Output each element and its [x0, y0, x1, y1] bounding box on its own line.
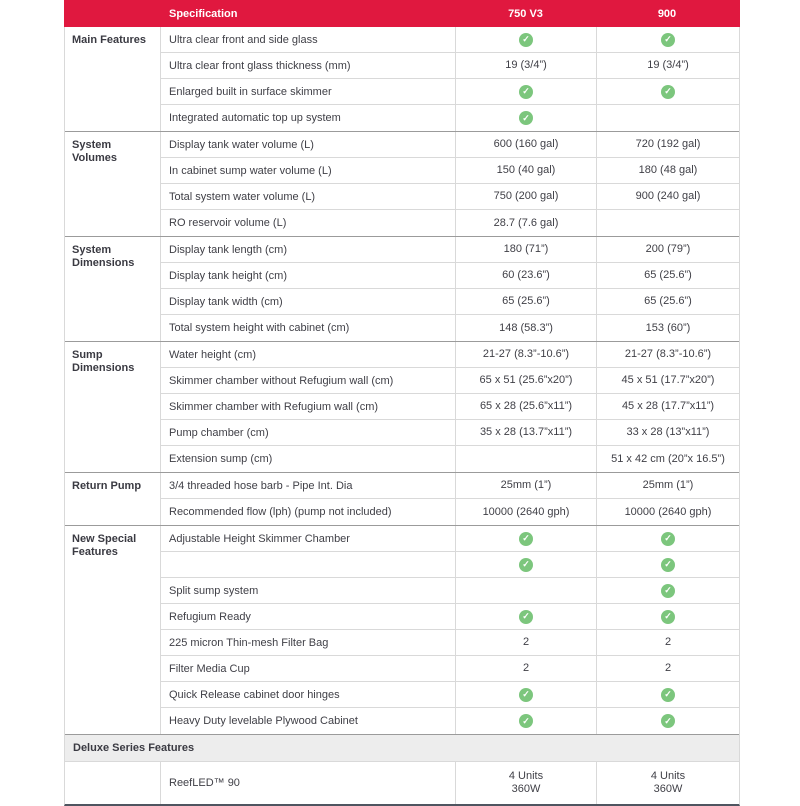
table-row: [161, 604, 739, 630]
spec-name-cell: RO reservoir volume (L): [161, 210, 456, 236]
value-line: 360W: [653, 783, 683, 795]
table-row: [161, 420, 739, 446]
check-icon: ✓: [519, 688, 533, 702]
check-icon: ✓: [661, 558, 675, 572]
table-row: [161, 53, 739, 79]
table-row: [161, 342, 739, 368]
value-cell-750v3: 10000 (2640 gph): [456, 499, 597, 525]
check-icon: ✓: [661, 532, 675, 546]
value-cell-900: [597, 526, 739, 551]
value-cell-750v3: [456, 526, 597, 551]
value-cell-900: 153 (60”): [645, 321, 691, 334]
value-cell-900: 720 (192 gal): [635, 138, 701, 150]
spec-name-cell: Recommended flow (lph) (pump not included): [161, 499, 456, 525]
value-cell-900: 2: [664, 662, 672, 674]
table-row: [161, 210, 739, 236]
value-line: 4 Units: [508, 770, 544, 782]
section-rows: [161, 27, 739, 131]
spec-name-cell: Quick Release cabinet door hinges: [161, 682, 456, 707]
check-icon: ✓: [519, 714, 533, 728]
value-cell-750v3: [456, 578, 597, 603]
section-category-label: [65, 762, 161, 804]
value-cell-750v3: [456, 762, 597, 804]
value-cell-900: 65 (25.6”): [644, 295, 692, 307]
value-cell-900: 180 (48 gal): [638, 164, 698, 176]
deluxe-band-label: Deluxe Series Features: [73, 742, 195, 754]
value-cell-750v3: 148 (58.3”): [456, 315, 597, 341]
value-line: 4 Units: [650, 770, 686, 782]
spec-name-cell: Total system water volume (L): [161, 184, 456, 209]
value-cell-900: [597, 552, 739, 577]
table-row: [161, 682, 739, 708]
table-row: [161, 184, 739, 210]
spec-name-cell: ReefLED™ 90: [161, 762, 456, 804]
value-cell-750v3: 2: [456, 656, 597, 681]
spec-name-cell: Water height (cm): [161, 342, 456, 367]
value-cell-900: [597, 682, 739, 707]
table-row: [161, 499, 739, 525]
spec-name-cell: In cabinet sump water volume (L): [161, 158, 456, 183]
spec-name-cell: Display tank water volume (L): [161, 132, 456, 157]
value-cell-750v3: 750 (200 gal): [456, 184, 597, 209]
value-cell-750v3: 60 (23.6”): [456, 263, 597, 288]
sections-container: [65, 27, 739, 734]
check-icon: ✓: [519, 111, 533, 125]
section-category-label: System Volumes: [65, 132, 161, 236]
spec-section: [65, 525, 739, 734]
value-cell-900: 19 (3/4”): [647, 59, 689, 71]
table-row: [161, 289, 739, 315]
table-row: [161, 526, 739, 552]
value-cell-900: 2: [664, 636, 672, 648]
spec-section: [65, 472, 739, 525]
table-row: [161, 27, 739, 53]
spec-name-cell: Adjustable Height Skimmer Chamber: [161, 526, 456, 551]
header-col-750v3: 750 V3: [508, 7, 543, 20]
value-cell-750v3: 65 (25.6”): [456, 289, 597, 314]
value-cell-750v3: 600 (160 gal): [456, 132, 597, 157]
value-cell-900: 900 (240 gal): [635, 190, 701, 202]
table-row: [161, 263, 739, 289]
table-row: [161, 708, 739, 734]
value-cell-900: [597, 578, 739, 603]
spec-name-cell: Display tank height (cm): [161, 263, 456, 288]
spec-name-cell: Refugium Ready: [161, 604, 456, 629]
spec-section: [65, 131, 739, 236]
spec-name-cell: Ultra clear front glass thickness (mm): [161, 53, 456, 78]
section-category-label: Return Pump: [65, 473, 161, 525]
deluxe-band: [65, 734, 739, 762]
spec-name-cell: Skimmer chamber with Refugium wall (cm): [161, 394, 456, 419]
spec-name-cell: Pump chamber (cm): [161, 420, 456, 445]
value-cell-900: 33 x 28 (13”x11”): [626, 426, 710, 438]
section-category-label: System Dimensions: [65, 237, 161, 341]
section-rows: [161, 132, 739, 236]
value-cell-900: 65 (25.6”): [644, 269, 692, 281]
value-cell-750v3: [456, 27, 597, 52]
spec-name-cell: Display tank length (cm): [161, 237, 456, 262]
spec-section: [65, 236, 739, 341]
value-cell-750v3: [456, 708, 597, 734]
value-cell-750v3: [456, 604, 597, 629]
value-cell-750v3: 35 x 28 (13.7”x11”): [456, 420, 597, 445]
section-category-label: New Special Features: [65, 526, 161, 734]
value-cell-750v3: 25mm (1”): [456, 473, 597, 498]
value-cell-750v3: 65 x 51 (25.6”x20”): [456, 368, 597, 393]
section-rows: [161, 237, 739, 341]
spec-name-cell: Skimmer chamber without Refugium wall (cm): [161, 368, 456, 393]
value-cell-900: [597, 105, 739, 131]
header-col-900: 900: [657, 7, 677, 20]
table-row: [161, 132, 739, 158]
spec-name-cell: Integrated automatic top up system: [161, 105, 456, 131]
value-cell-900: [597, 27, 739, 52]
check-icon: ✓: [661, 33, 675, 47]
spec-name-cell: 225 micron Thin-mesh Filter Bag: [161, 630, 456, 655]
check-icon: ✓: [661, 85, 675, 99]
spec-name-cell: [161, 552, 456, 577]
value-cell-750v3: 28.7 (7.6 gal): [456, 210, 597, 236]
table-row: [161, 552, 739, 578]
value-cell-750v3: [456, 105, 597, 131]
section-category-label: Sump Dimensions: [65, 342, 161, 472]
spec-name-cell: Heavy Duty levelable Plywood Cabinet: [161, 708, 456, 734]
table-row: [161, 578, 739, 604]
value-cell-750v3: 19 (3/4”): [456, 53, 597, 78]
table-row: [161, 315, 739, 341]
spec-name-cell: Ultra clear front and side glass: [161, 27, 456, 52]
spec-section: [65, 762, 739, 804]
check-icon: ✓: [661, 584, 675, 598]
value-cell-900: 51 x 42 cm (20”x 16.5”): [611, 452, 725, 465]
spec-name-cell: Filter Media Cup: [161, 656, 456, 681]
value-cell-750v3: 150 (40 gal): [456, 158, 597, 183]
table-row: [161, 656, 739, 682]
table-body: [64, 27, 740, 806]
value-cell-900: [597, 79, 739, 104]
value-cell-900: [597, 604, 739, 629]
spec-name-cell: Display tank width (cm): [161, 289, 456, 314]
check-icon: ✓: [661, 714, 675, 728]
header-specification: Specification: [169, 7, 238, 20]
table-header-row: [64, 0, 740, 27]
value-line: 360W: [511, 783, 541, 795]
value-cell-900: 10000 (2640 gph): [624, 505, 712, 518]
check-icon: ✓: [519, 33, 533, 47]
table-row: [161, 368, 739, 394]
value-cell-750v3: 2: [456, 630, 597, 655]
value-cell-900: 45 x 28 (17.7”x11”): [621, 400, 715, 412]
table-row: [161, 446, 739, 472]
specification-table: [64, 0, 740, 806]
table-row: [161, 762, 739, 804]
check-icon: ✓: [519, 558, 533, 572]
value-cell-750v3: [456, 79, 597, 104]
table-row: [161, 79, 739, 105]
table-row: [161, 473, 739, 499]
spec-name-cell: Enlarged built in surface skimmer: [161, 79, 456, 104]
section-rows: [161, 762, 739, 804]
value-cell-900: 25mm (1”): [642, 479, 694, 491]
value-cell-900: [597, 762, 739, 804]
value-cell-900: 45 x 51 (17.7”x20”): [621, 374, 715, 386]
value-cell-750v3: [456, 446, 597, 472]
value-cell-750v3: 65 x 28 (25.6”x11”): [456, 394, 597, 419]
check-icon: ✓: [519, 610, 533, 624]
deluxe-sections-container: [65, 762, 739, 804]
value-cell-750v3: 21-27 (8.3”-10.6”): [456, 342, 597, 367]
table-row: [161, 158, 739, 184]
spec-name-cell: Extension sump (cm): [161, 446, 456, 472]
table-row: [161, 237, 739, 263]
value-cell-900: [597, 708, 739, 734]
table-row: [161, 105, 739, 131]
spec-section: [65, 341, 739, 472]
value-cell-750v3: [456, 552, 597, 577]
check-icon: ✓: [519, 532, 533, 546]
value-cell-900: [597, 210, 739, 236]
value-cell-750v3: 180 (71”): [456, 237, 597, 262]
value-cell-900: 21-27 (8.3”-10.6”): [624, 348, 712, 360]
check-icon: ✓: [519, 85, 533, 99]
spec-name-cell: Split sump system: [161, 578, 456, 603]
value-cell-900: 200 (79”): [645, 243, 691, 255]
check-icon: ✓: [661, 610, 675, 624]
spec-name-cell: Total system height with cabinet (cm): [161, 315, 456, 341]
section-rows: [161, 526, 739, 734]
value-cell-750v3: [456, 682, 597, 707]
section-category-label: Main Features: [65, 27, 161, 131]
check-icon: ✓: [661, 688, 675, 702]
section-rows: [161, 342, 739, 472]
spec-section: [65, 27, 739, 131]
section-rows: [161, 473, 739, 525]
table-row: [161, 630, 739, 656]
table-row: [161, 394, 739, 420]
spec-name-cell: 3/4 threaded hose barb - Pipe Int. Dia: [161, 473, 456, 498]
